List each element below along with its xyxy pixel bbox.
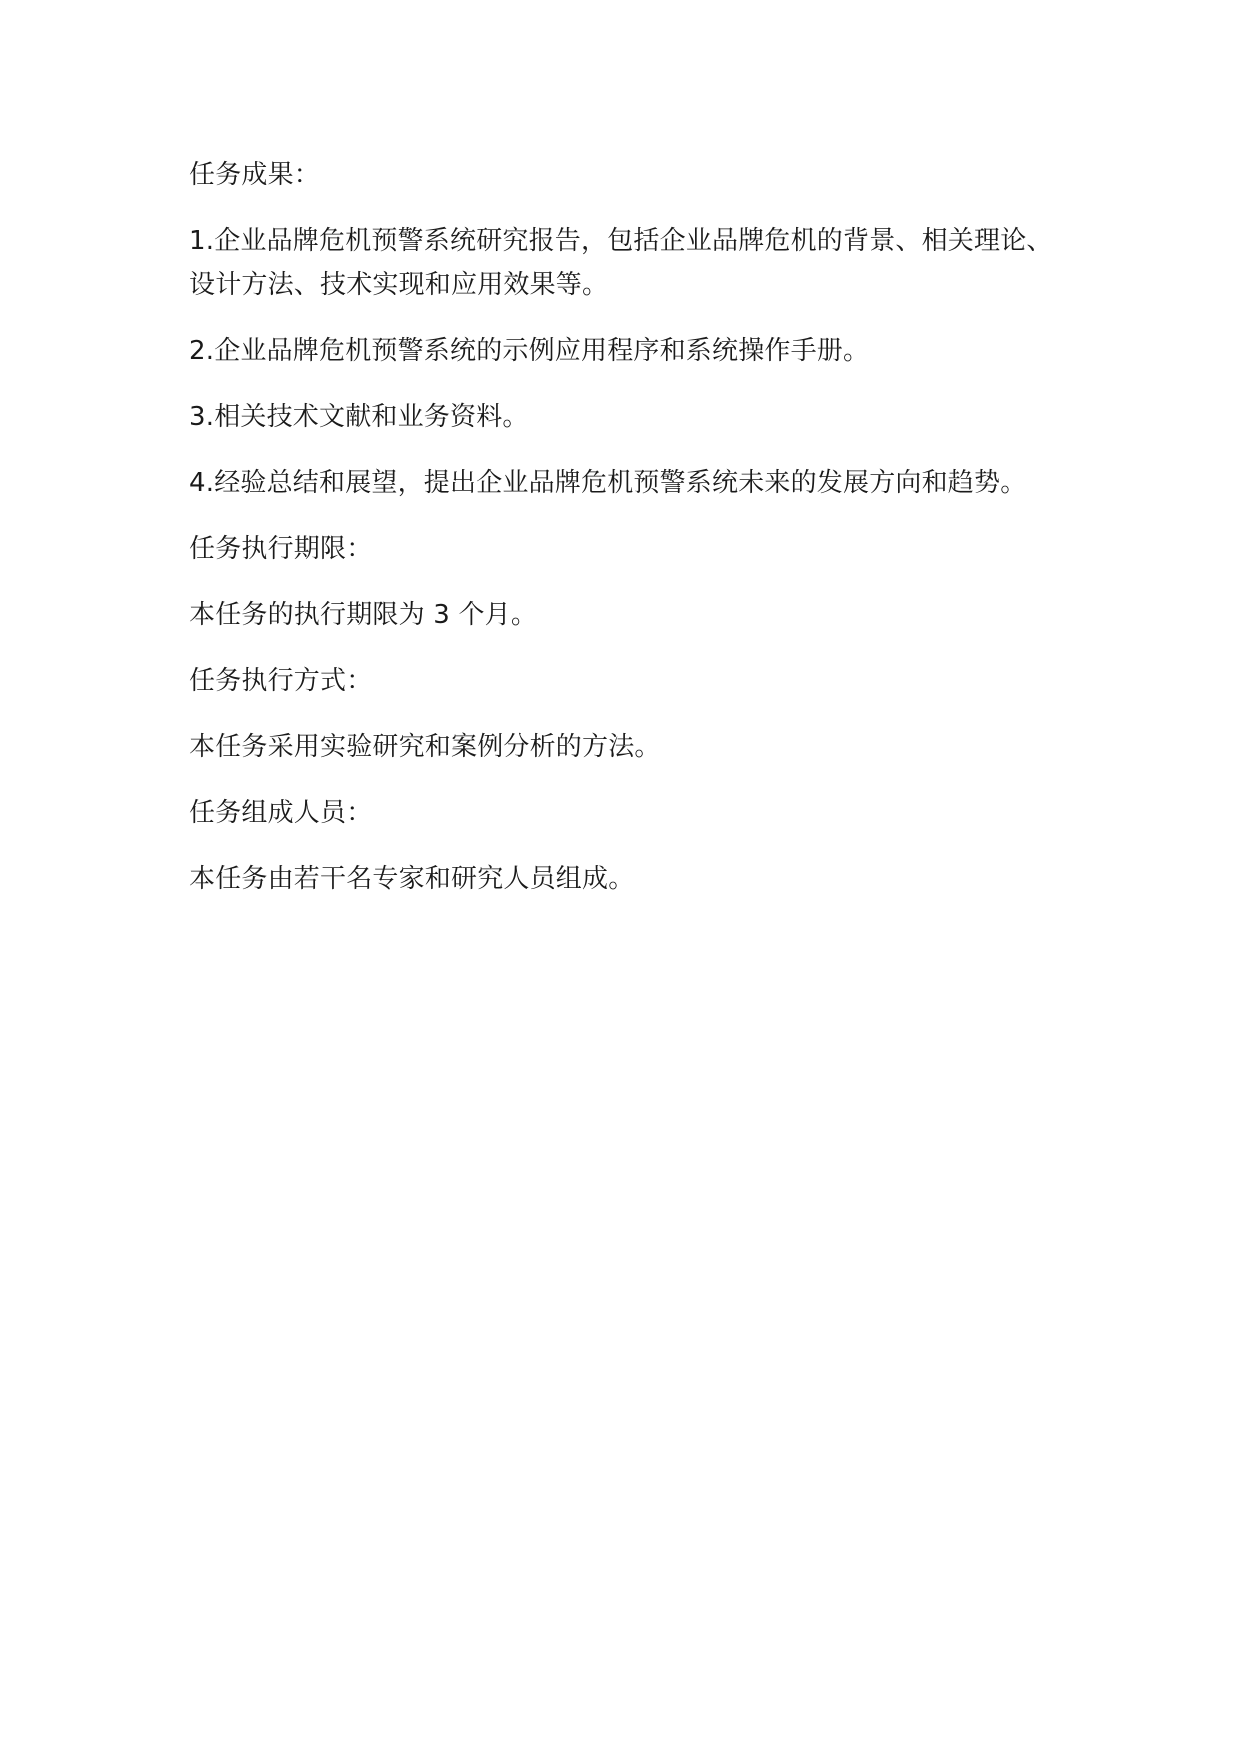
method-text: 本任务采用实验研究和案例分析的方法。 xyxy=(189,732,661,762)
results-item-4: 4.经验总结和展望，提出企业品牌危机预警系统未来的发展方向和趋势。 xyxy=(189,468,1027,498)
members-text: 本任务由若干名专家和研究人员组成。 xyxy=(189,864,635,894)
results-heading: 任务成果： xyxy=(189,160,321,190)
results-item-3: 3.相关技术文献和业务资料。 xyxy=(189,402,529,432)
document-body xyxy=(189,153,1089,923)
members-heading: 任务组成人员： xyxy=(189,798,373,828)
results-item-1 xyxy=(189,219,1089,307)
period-text: 本任务的执行期限为 3 个月。 xyxy=(189,600,538,630)
results-item-2: 2.企业品牌危机预警系统的示例应用程序和系统操作手册。 xyxy=(189,336,870,366)
results-item-1-line-1: 1.企业品牌危机预警系统研究报告，包括企业品牌危机的背景、相关理论、 xyxy=(189,226,1053,256)
results-item-1-line-2: 设计方法、技术实现和应用效果等。 xyxy=(189,270,609,300)
method-heading: 任务执行方式： xyxy=(189,666,373,696)
period-heading: 任务执行期限： xyxy=(189,534,373,564)
